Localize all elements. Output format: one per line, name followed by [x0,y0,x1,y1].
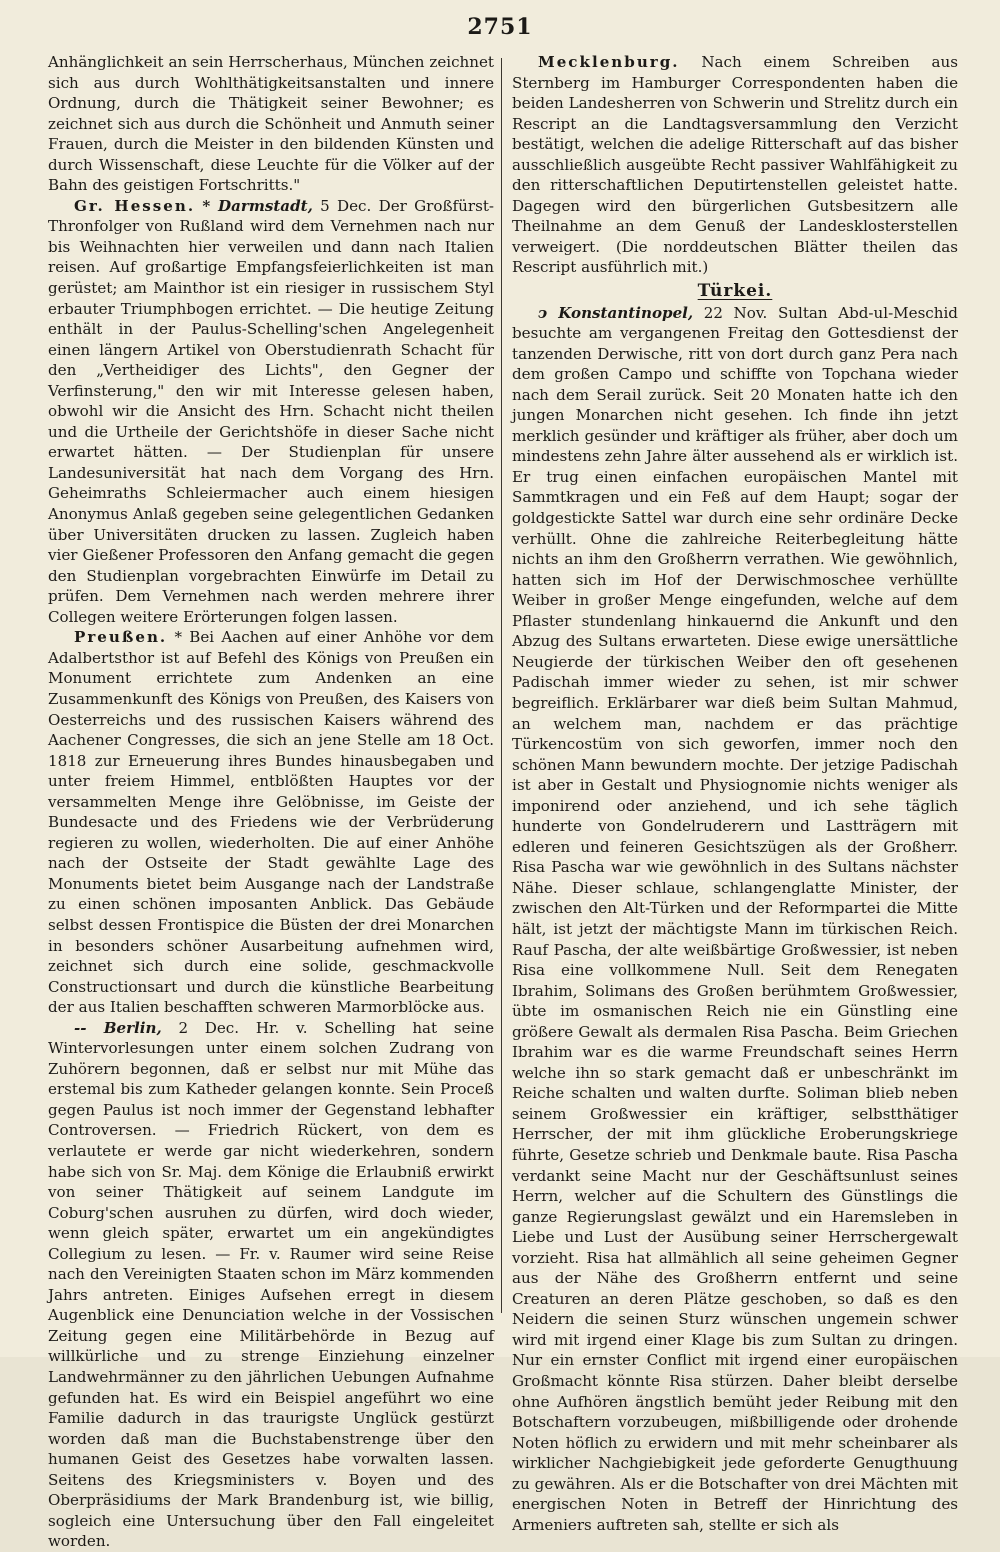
article-date: 2 Dec. [178,1018,240,1037]
article-date: 5 Dec. [320,196,372,215]
article-text: Anhänglichkeit an sein Herrscherhaus, München zeichnet sich aus durch Wohlthätigkeitsanstalten und innere Ordnung, durch die Thätigkeit seiner Bewohner; es zeichnet sich aus durch die Schönheit und Anmuth seiner Frauen, durch die Meister in den bildenden Künsten und durch Wissenschaft, diese Leuchte für die Völker auf der Bahn des geistigen Fortschritts." [48,53,494,195]
article-heading: Gr. Hessen. [74,196,196,215]
article-mecklenburg [512,52,958,278]
article-text: Nach einem Schreiben aus Sternberg im Hamburger Correspondenten haben die beiden Landesherren von Schwerin und Strelitz durch ein Rescript an die Landtagsversammlung den Verzicht bestätigt, welchen die adelige Ritterschaft auf das bisher ausschließlich ausgeübte Recht passiver Wahlfähigkeit zu den ritterschaftlichen Deputirtenstellen geleistet hatte. Dagegen wird den bürgerlichen Gutsbesitzern alle Theilnahme an dem Genuß der Landesklosterstellen verweigert. (Die norddeutschen Blätter theilen das Rescript ausführlich mit.) [512,53,958,277]
article-heading: Mecklenburg. [538,53,680,71]
article-text: Sultan Abd-ul-Meschid besuchte am vergangenen Freitag den Gottesdienst der tanzenden Derwische, ritt von dort durch ganz Pera nach dem großen Campo und schiffte von Topchana wieder nach dem Serail zurück. Seit 20 Monaten hatte ich den jungen Monarchen nicht gesehen. Ich finde ihn jetzt merklich gesünder und kräftiger als früher, aber doch um mindestens zehn Jahre älter aussehend als er wirklich ist. Er trug einen einfachen europäischen Mantel mit Sammtkragen und ein Feß auf dem Haupt; sogar der goldgestickte Sattel war durch eine sehr ordinäre Decke verhüllt. Ohne die zahlreiche Reiterbegleitung hätte nichts an ihm den Großherrn verrathen. Wie gewöhnlich, hatten sich im Hof der Derwischmoschee verhüllte Weiber in großer Menge eingefunden, welche auf dem Pflaster stundenlang hinkauernd die Ankunft und den Abzug des Sultans erwarteten. Diese ewige unersättliche Neugierde der türkischen Weiber den oft gesehenen Padischah immer wieder zu sehen, ist mir schwer begreiflich. Erklärbarer war dieß beim Sultan Mahmud, an welchem man, nachdem er das prächtige Türkencostüm von sich geworfen, immer noch den schönen Mann bewundern mochte. Der jetzige Padischah ist aber in Gestalt und Physiognomie nichts weniger als imponirend oder anziehend, und ich sehe täglich hunderte von Gondelruderern und Lastträgern mit edleren und feineren Gesichtszügen als der Großherr. Risa Pascha war wie gewöhnlich in des Sultans nächster Nähe. Dieser schlaue, schlangenglatte Minister, der zwischen den Alt-Türken und der Reformpartei die Mitte hält, ist jetzt der mächtigste Mann im türkischen Reich. Rauf Pascha, der alte weißbärtige Großwessier, ist neben Risa eine vollkommene Null. Seit dem Renegaten Ibrahim, Solimans des Großen berühmtem Großwessier, übte im osmanischen Reich nie ein Günstling eine größere Gewalt als dermalen Risa Pascha. Beim Griechen Ibrahim war es die warme Freundschaft seines Herrn welche ihn so stark gemacht daß er unbeschränkt im Reiche schalten und walten durfte. Soliman blieb neben seinem Großwessier ein kräftiger, selbstthätiger Herrscher, der mit ihm glückliche Eroberungskriege führte, Gesetze schrieb und Denkmale baute. Risa Pascha verdankt seine Macht nur der Geschäftsunlust seines Herrn, welcher auf die Schultern des Günstlings die ganze Regierungslast gewälzt und ein Haremsleben in Liebe und Lust der Ausübung seiner Herrschergewalt vorzieht. Risa hat allmählich all seine geheimen Gegner aus der Nähe des Großherrn entfernt und seine Creaturen an deren Plätze geschoben, so daß es den Neidern die seinen Sturz wünschen ungemein schwer wird mit irgend einer Klage bis zum Sultan zu dringen. Nur ein ernster Conflict mit irgend einer europäischen Großmacht könnte Risa stürzen. Daher bleibt derselbe ohne Aufhören ängstlich bemüht jeder Reibung mit den Botschaftern vorzubeugen, mißbilligende oder drohende Noten höflich zu erwidern und mit mehr scheinbarer als wirklicher Nachgiebigkeit jede geforderte Genugthuung zu gewähren. Als er die Botschafter von drei Mächten mit energischen Noten in Betreff der Hinrichtung des Armeniers auftreten sah, stellte er sich als [512,303,958,1534]
left-column [48,52,494,1552]
article-konstantinopel [512,303,958,1536]
article-text: Hr. v. Schelling hat seine Wintervorlesungen unter einem solchen Zudrang von Zuhörern begonnen, daß er selbst nur mit Mühe das erstemal bis zum Katheder gelangen konnte. Sein Proceß gegen Paulus ist noch immer der Gegenstand lebhafter Controversen. — Friedrich Rückert, von dem es verlautete er werde gar nicht wiederkehren, sondern habe sich von Sr. Maj. dem Könige die Erlaubniß erwirkt von seiner Thätigkeit auf seinem Landgute im Coburg'schen ausruhen zu dürfen, wird doch wieder, wenn gleich später, erwartet um ein angekündigtes Collegium zu lesen. — Fr. v. Raumer wird seine Reise nach den Vereinigten Staaten schon im März kommenden Jahrs antreten. Einiges Aufsehen erregt in diesem Augenblick eine Denunciation welche in der Vossischen Zeitung gegen eine Militärbehörde in Bezug auf willkürliche und zu strenge Einziehung einzelner Landwehrmänner zu den jährlichen Uebungen Aufnahme gefunden hat. Es wird ein Beispiel angeführt wo eine Familie dadurch in das traurigste Unglück gestürzt worden daß man die Buchstabenstrenge über den humanen Geist des Gesetzes habe vorwalten lassen. Seitens des Kriegsministers v. Boyen und des Oberpräsidiums der Mark Brandenburg ist, wie billig, sogleich eine Untersuchung über den Fall eingeleitet worden. [48,1018,495,1551]
article-date: 22 Nov. [703,303,768,322]
article-text: Der Großfürst-Thronfolger von Rußland wird dem Vernehmen nach nur bis Weihnachten hier verweilen und dann nach Italien reisen. Auf großartige Empfangsfeierlichkeiten ist man gerüstet; am Mainthor ist ein riesiger in russischem Styl erbauter Triumphbogen errichtet. — Die heutige Zeitung enthält in der Paulus-Schelling'schen Angelegenheit einen längern Artikel von Oberstudienrath Schacht für den „Vertheidiger des Lichts", den Gegner der Verfinsterung," den wir mit Interesse gelesen haben, obwohl wir die Ansicht des Hrn. Schacht nicht theilen und die Urtheile der Gerichtshöfe in dieser Sache nicht erwartet hätten. — Der Studienplan für unsere Landesuniversität hat nach dem Vorgang des Hrn. Geheimraths Schleiermacher auch einem hiesigen Anonymus Anlaß gegeben seine gelegentlichen Gedanken über Universitäten drucken zu lassen. Zugleich haben vier Gießener Professoren den Anfang gemacht die gegen den Studienplan vorgebrachten Einwürfe im Detail zu prüfen. Dem Vernehmen nach werden mehrere ihrer Collegen weitere Erörterungen folgen lassen. [48,196,494,626]
article-berlin [48,1018,494,1552]
page-number: 2751 [467,14,533,40]
article-text: * Bei Aachen auf einer Anhöhe vor dem Adalbertsthor ist auf Befehl des Königs von Preußen ein Monument errichtete zum Andenken an eine Zusammenkunft des Königs von Preußen, des Kaisers von Oesterreichs und des russischen Kaisers während des Aachener Congresses, die sich an jene Stelle am 18 Oct. 1818 zur Erneuerung ihres Bundes hinausbegaben und unter freiem Himmel, entblößten Hauptes vor der versammelten Menge ihre Gelöbnisse, im Geiste der Bundesacte und des Friedens wie der Verbrüderung regieren zu wollen, wiederholten. Die auf einer Anhöhe nach der Ostseite der Stadt gewählte Lage des Monuments bietet beim Ausgange nach der Landstraße zu einen schönen imposanten Anblick. Das Gebäude selbst dessen Frontispice die Büsten der drei Monarchen in besonders schöner Ausarbeitung aufnehmen wird, zeichnet sich durch eine solide, geschmackvolle Constructionsart und durch die künstliche Bearbeitung der aus Italien beschafften schweren Marmorblöcke aus. [48,628,494,1017]
right-column [512,52,958,1535]
article-place: -- Berlin, [74,1018,162,1037]
article-continuation [48,52,494,196]
section-title-tuerkei: Türkei. [697,281,773,302]
article-place: * Darmstadt, [202,196,313,215]
article-preussen [48,627,494,1017]
article-place: ↄ Konstantinopel, [538,303,694,322]
article-heading: Preußen. [74,628,168,647]
article-hessen [48,196,494,627]
column-divider [501,58,502,1313]
